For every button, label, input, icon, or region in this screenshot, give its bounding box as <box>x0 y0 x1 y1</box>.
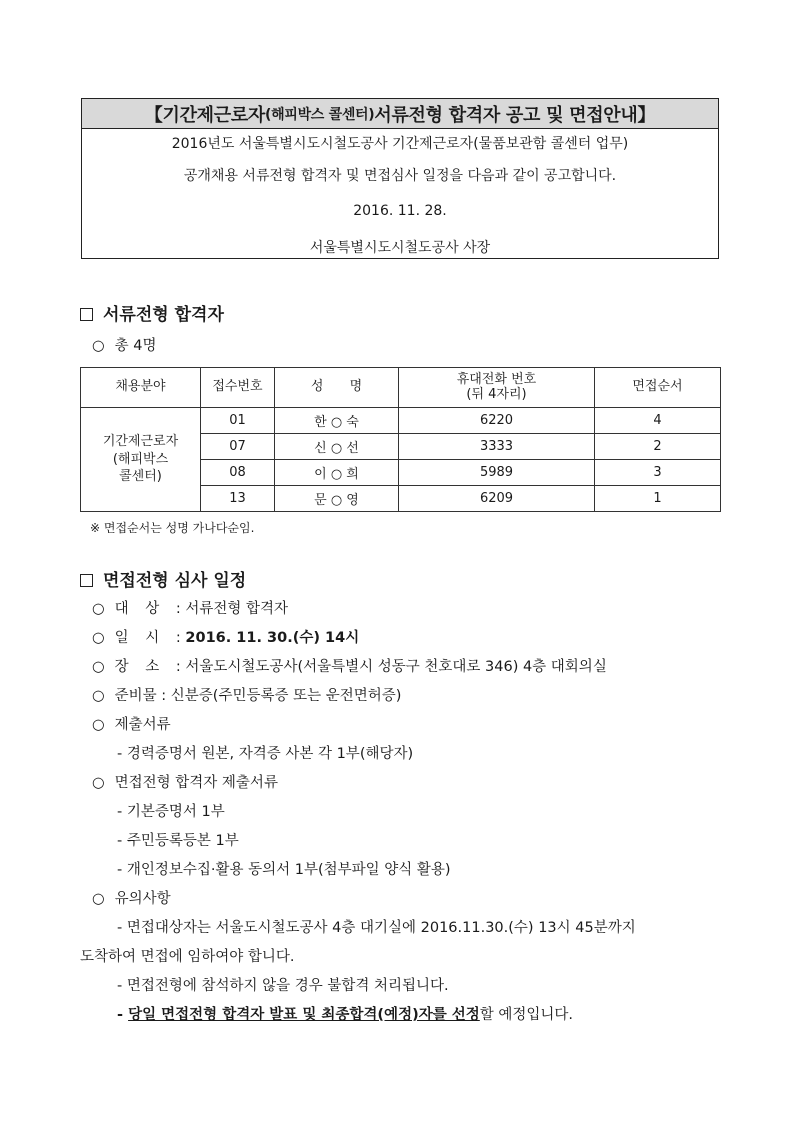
title-small: (해피박스 콜센터) <box>265 106 375 123</box>
circle-bullet-icon: ○ <box>92 601 105 617</box>
docs-title-text: 제출서류 <box>114 717 171 733</box>
caution-1b: 도착하여 면접에 임하여야 합니다. <box>80 949 295 965</box>
time-value: 2016. 11. 30.(수) 14시 <box>185 630 360 646</box>
prep-label: 준비물 : <box>114 688 167 704</box>
circle-bullet-icon: ○ <box>92 659 105 675</box>
pass-docs-title <box>92 771 278 792</box>
total-count-text: 총 4명 <box>114 338 157 354</box>
header-phone <box>399 368 595 408</box>
field-line-2: (해피박스 <box>112 451 169 467</box>
cell-field <box>81 408 201 512</box>
caution-3 <box>117 1003 573 1024</box>
cell-order: 3 <box>595 460 721 486</box>
section-heading-schedule <box>80 566 246 591</box>
circle-bullet-icon: ○ <box>92 891 105 907</box>
header-name <box>275 368 399 408</box>
schedule-place <box>92 655 607 676</box>
caution-3-rest: 할 예정입니다. <box>479 1007 574 1023</box>
caution-1a: - 면접대상자는 서울도시철도공사 4층 대기실에 2016.11.30.(수) 13시 45분까지 <box>117 920 636 936</box>
total-count <box>92 334 157 355</box>
circle-bullet-icon: ○ <box>92 338 105 354</box>
caution-title-text: 유의사항 <box>114 891 171 907</box>
cell-phone: 3333 <box>399 434 595 460</box>
schedule-time <box>92 626 359 647</box>
prep-value: 신분증(주민등록증 또는 운전면허증) <box>170 688 402 704</box>
cell-name: 문 ○ 영 <box>275 486 399 512</box>
cell-order: 4 <box>595 408 721 434</box>
pass-docs-title-text: 면접전형 합격자 제출서류 <box>114 775 278 791</box>
cell-number: 08 <box>201 460 275 486</box>
section2-heading-text: 면접전형 심사 일정 <box>103 571 247 591</box>
header-field: 채용분야 <box>81 368 201 408</box>
docs-title <box>92 713 171 734</box>
notice-date: 2016. 11. 28. <box>353 203 447 219</box>
cell-order: 1 <box>595 486 721 512</box>
schedule-target <box>92 597 288 618</box>
header-phone-line1: 휴대전화 번호 <box>456 371 537 387</box>
notice-line-2: 공개채용 서류전형 합격자 및 면접심사 일정을 다음과 같이 공고합니다. <box>183 168 617 184</box>
caution-2: - 면접전형에 참석하지 않을 경우 불합격 처리됩니다. <box>117 978 449 994</box>
cell-name: 이 ○ 희 <box>275 460 399 486</box>
target-label: 대 상 : <box>114 601 181 617</box>
cell-number: 07 <box>201 434 275 460</box>
pass-docs-item: - 개인정보수집·활용 동의서 1부(첨부파일 양식 활용) <box>117 862 451 878</box>
table-row <box>81 408 721 434</box>
applicant-table <box>80 367 721 512</box>
circle-bullet-icon: ○ <box>92 630 105 646</box>
docs-item: - 경력증명서 원본, 자격증 사본 각 1부(해당자) <box>117 746 414 762</box>
place-label: 장 소 : <box>114 659 181 675</box>
pass-docs-item: - 주민등록등본 1부 <box>117 833 239 849</box>
caution-3-dash: - <box>117 1007 129 1023</box>
table-header-row <box>81 368 721 408</box>
notice-title <box>82 99 718 129</box>
notice-line-1: 2016년도 서울특별시도시철도공사 기간제근로자(물품보관함 콜센터 업무) <box>171 136 629 152</box>
checkbox-square-icon <box>80 308 93 321</box>
title-rest: 서류전형 합격자 공고 및 면접안내】 <box>374 104 656 126</box>
header-name-text: 성 명 <box>310 379 363 395</box>
caution-title <box>92 887 171 908</box>
circle-bullet-icon: ○ <box>92 717 105 733</box>
checkbox-square-icon <box>80 574 93 587</box>
section1-heading-text: 서류전형 합격자 <box>103 305 224 325</box>
time-label: 일 시 : <box>114 630 181 646</box>
table-note: ※ 면접순서는 성명 가나다순임. <box>90 521 255 535</box>
title-main: 【기간제근로자 <box>144 104 266 126</box>
cell-name: 신 ○ 선 <box>275 434 399 460</box>
cell-order: 2 <box>595 434 721 460</box>
schedule-prep <box>92 684 401 705</box>
field-line-1: 기간제근로자 <box>102 434 179 450</box>
notice-issuer: 서울특별시도시철도공사 사장 <box>309 240 491 256</box>
place-value: 서울도시철도공사(서울특별시 성동구 천호대로 346) 4층 대회의실 <box>185 659 607 675</box>
header-phone-line2: (뒤 4자리) <box>466 386 527 402</box>
target-value: 서류전형 합격자 <box>185 601 289 617</box>
pass-docs-item: - 기본증명서 1부 <box>117 804 225 820</box>
header-number: 접수번호 <box>201 368 275 408</box>
cell-phone: 6209 <box>399 486 595 512</box>
notice-box <box>81 98 719 259</box>
section-heading-passers <box>80 300 224 325</box>
circle-bullet-icon: ○ <box>92 775 105 791</box>
caution-3-bold: 당일 면접전형 합격자 발표 및 최종합격(예정)자를 선정 <box>128 1007 480 1023</box>
cell-name: 한 ○ 숙 <box>275 408 399 434</box>
cell-phone: 6220 <box>399 408 595 434</box>
circle-bullet-icon: ○ <box>92 688 105 704</box>
cell-number: 01 <box>201 408 275 434</box>
field-line-3: 콜센터) <box>119 469 162 485</box>
cell-phone: 5989 <box>399 460 595 486</box>
cell-number: 13 <box>201 486 275 512</box>
header-order: 면접순서 <box>595 368 721 408</box>
